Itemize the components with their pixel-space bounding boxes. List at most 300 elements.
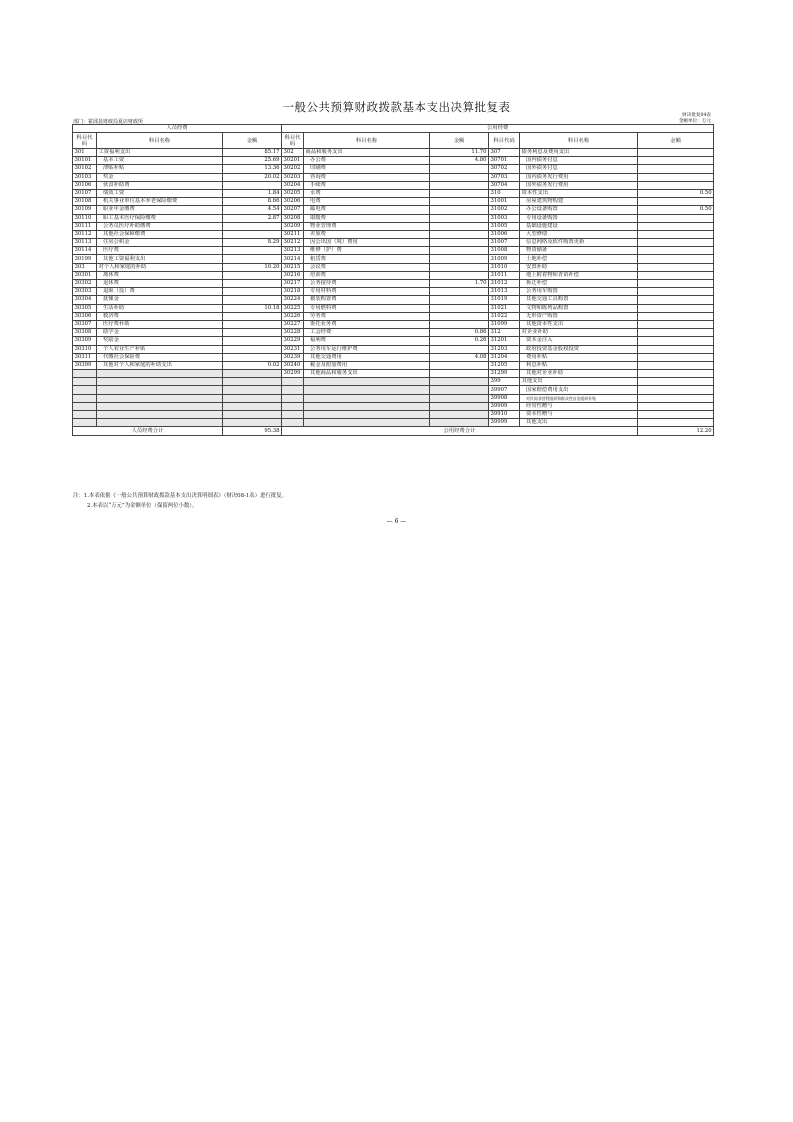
amount-cell: [430, 214, 489, 222]
code-cell: 30103: [73, 173, 97, 181]
code-cell: 30229: [282, 337, 304, 345]
code-cell: 30703: [489, 173, 520, 181]
note-1: 注：1.本表依据《一般公共预算财政拨款基本支出决算明细表》（财决08-1表）进行批复。: [73, 493, 288, 499]
code-cell: [73, 419, 97, 427]
code-cell: 30204: [282, 181, 304, 189]
amount-cell: [223, 320, 282, 328]
amount-cell: [223, 402, 282, 410]
code-cell: 307: [489, 149, 520, 157]
name-cell: 对个人和家庭的补助: [97, 263, 223, 271]
name-cell: 公务用车运行维护费: [304, 345, 430, 353]
table-row: [73, 345, 714, 353]
amount-cell: [223, 411, 282, 419]
amount-cell: [430, 386, 489, 394]
name-cell: 土地补偿: [520, 255, 638, 263]
amount-header: 金额: [430, 133, 489, 149]
amount-cell: [223, 255, 282, 263]
amount-cell: [638, 337, 714, 345]
code-cell: 30111: [73, 222, 97, 230]
code-cell: 30101: [73, 157, 97, 165]
amount-cell: [638, 255, 714, 263]
name-cell: [304, 411, 430, 419]
code-cell: 30701: [489, 157, 520, 165]
amount-cell: 2.87: [223, 214, 282, 222]
table-row: [73, 149, 714, 157]
code-cell: 30214: [282, 255, 304, 263]
group-header-row: [73, 125, 714, 133]
name-cell: 离休费: [97, 271, 223, 279]
amount-cell: [223, 329, 282, 337]
code-cell: [282, 411, 304, 419]
code-cell: 30199: [73, 255, 97, 263]
amount-cell: [638, 361, 714, 369]
amount-cell: [430, 378, 489, 386]
name-cell: 资本性赠与: [520, 411, 638, 419]
amount-cell: [638, 386, 714, 394]
code-cell: 30224: [282, 296, 304, 304]
name-cell: 职工基本医疗保险缴费: [97, 214, 223, 222]
name-cell: 办公设备购置: [520, 206, 638, 214]
name-cell: 其他交通工具购置: [520, 296, 638, 304]
code-cell: 31001: [489, 198, 520, 206]
amount-cell: [223, 419, 282, 427]
amount-cell: [638, 230, 714, 238]
name-cell: 电费: [304, 198, 430, 206]
code-header: 科目代码: [73, 133, 97, 149]
name-cell: 其他商品和服务支出: [304, 370, 430, 378]
amount-cell: [430, 181, 489, 189]
column-header-row: [73, 133, 714, 149]
name-cell: 国家赔偿费用支出: [520, 386, 638, 394]
name-cell: 委托业务费: [304, 320, 430, 328]
name-cell: 水费: [304, 189, 430, 197]
code-cell: 30110: [73, 214, 97, 222]
name-cell: 退休费: [97, 280, 223, 288]
amount-cell: 0.26: [430, 337, 489, 345]
name-cell: 国外债务发行费用: [520, 181, 638, 189]
code-cell: 30205: [282, 189, 304, 197]
code-cell: 31201: [489, 337, 520, 345]
code-cell: 30218: [282, 288, 304, 296]
name-cell: 公务用车购置: [520, 288, 638, 296]
amount-cell: [638, 353, 714, 361]
amount-cell: [430, 255, 489, 263]
form-tag: 财决批复04表: [682, 113, 711, 118]
amount-cell: [638, 222, 714, 230]
code-cell: [282, 394, 304, 402]
name-cell: 国外债务付息: [520, 165, 638, 173]
amount-cell: [223, 280, 282, 288]
name-cell: 职业年金缴费: [97, 206, 223, 214]
code-cell: [73, 394, 97, 402]
name-cell: 资本性支出: [520, 189, 638, 197]
name-cell: 个人农业生产补贴: [97, 345, 223, 353]
amount-cell: [430, 271, 489, 279]
code-cell: 30225: [282, 304, 304, 312]
amount-header: 金额: [638, 133, 714, 149]
name-cell: 对民间非营利组织和群众性自治组织补贴: [520, 394, 638, 402]
amount-cell: [223, 296, 282, 304]
amount-cell: [638, 304, 714, 312]
code-cell: 31021: [489, 304, 520, 312]
name-cell: 债务利息及费用支出: [520, 149, 638, 157]
table-row: [73, 288, 714, 296]
name-cell: 其他对个人和家庭的补助支出: [97, 361, 223, 369]
name-cell: 信息网络及软件购置更新: [520, 239, 638, 247]
name-cell: 大型修缮: [520, 230, 638, 238]
code-cell: 30203: [282, 173, 304, 181]
code-cell: [73, 386, 97, 394]
name-cell: 拆迁补偿: [520, 280, 638, 288]
amount-cell: [430, 263, 489, 271]
amount-cell: [223, 386, 282, 394]
code-cell: 31007: [489, 239, 520, 247]
amount-cell: [638, 173, 714, 181]
amount-cell: [223, 271, 282, 279]
name-cell: 咨询费: [304, 173, 430, 181]
code-cell: 30306: [73, 312, 97, 320]
personnel-total-value: 95.38: [223, 427, 282, 436]
name-cell: 取暖费: [304, 214, 430, 222]
code-cell: 301: [73, 149, 97, 157]
public-total-value: 12.20: [638, 427, 714, 436]
amount-cell: [430, 370, 489, 378]
amount-cell: [430, 320, 489, 328]
name-cell: 其他对企业补助: [520, 370, 638, 378]
code-cell: 39907: [489, 386, 520, 394]
code-cell: 30212: [282, 239, 304, 247]
name-cell: [97, 386, 223, 394]
code-cell: 399: [489, 378, 520, 386]
amount-cell: 20.02: [223, 173, 282, 181]
code-cell: 31005: [489, 222, 520, 230]
amount-cell: [638, 165, 714, 173]
name-cell: [97, 370, 223, 378]
code-cell: 31019: [489, 296, 520, 304]
code-cell: [282, 402, 304, 410]
amount-cell: [223, 353, 282, 361]
name-cell: 其他支出: [520, 419, 638, 427]
personnel-group-header: 人员经费: [73, 125, 282, 133]
name-cell: [97, 394, 223, 402]
amount-cell: [223, 288, 282, 296]
code-cell: 30226: [282, 312, 304, 320]
code-cell: 31008: [489, 247, 520, 255]
amount-cell: [430, 304, 489, 312]
name-cell: 会议费: [304, 263, 430, 271]
table-row: [73, 239, 714, 247]
code-cell: 30240: [282, 361, 304, 369]
public-group-header: 公用经费: [282, 125, 714, 133]
name-cell: 劳务费: [304, 312, 430, 320]
name-cell: 利息补贴: [520, 361, 638, 369]
amount-cell: [430, 296, 489, 304]
code-cell: 30112: [73, 230, 97, 238]
code-cell: [73, 411, 97, 419]
notes: [73, 491, 287, 511]
amount-cell: 1.84: [223, 189, 282, 197]
name-cell: 无形资产购置: [520, 312, 638, 320]
code-cell: 30114: [73, 247, 97, 255]
name-cell: [304, 378, 430, 386]
amount-cell: [430, 411, 489, 419]
code-cell: 30106: [73, 181, 97, 189]
name-cell: 物资储备: [520, 247, 638, 255]
name-cell: 经常性赠与: [520, 402, 638, 410]
name-cell: 基础设施建设: [520, 222, 638, 230]
table-row: [73, 247, 714, 255]
name-cell: 其他支出: [520, 378, 638, 386]
table-body: [73, 149, 714, 427]
amount-cell: [638, 157, 714, 165]
amount-cell: [430, 222, 489, 230]
code-cell: 303: [73, 263, 97, 271]
code-cell: 31299: [489, 370, 520, 378]
code-cell: 31010: [489, 263, 520, 271]
name-header: 科目名称: [304, 133, 430, 149]
code-cell: 30217: [282, 280, 304, 288]
name-cell: 物业管理费: [304, 222, 430, 230]
amount-cell: 4.54: [223, 206, 282, 214]
name-cell: 国内债务付息: [520, 157, 638, 165]
name-cell: 手续费: [304, 181, 430, 189]
name-cell: 生活补助: [97, 304, 223, 312]
name-cell: 印刷费: [304, 165, 430, 173]
amount-cell: 0.50: [638, 189, 714, 197]
name-cell: 其他资本性支出: [520, 320, 638, 328]
code-cell: 31009: [489, 255, 520, 263]
name-cell: 工会经费: [304, 329, 430, 337]
table-row: [73, 198, 714, 206]
personnel-total-label: 人员经费合计: [73, 427, 223, 436]
code-cell: [282, 378, 304, 386]
name-cell: 退职（役）费: [97, 288, 223, 296]
name-cell: 文物和陈列品购置: [520, 304, 638, 312]
amount-cell: [430, 394, 489, 402]
amount-cell: [638, 296, 714, 304]
amount-cell: 10.20: [223, 263, 282, 271]
name-cell: 其他社会保障缴费: [97, 230, 223, 238]
name-cell: 机关事业单位基本养老保险缴费: [97, 198, 223, 206]
amount-cell: [638, 181, 714, 189]
public-total-label: 公用经费合计: [282, 427, 638, 436]
name-cell: 房屋建筑物购建: [520, 198, 638, 206]
code-cell: 30102: [73, 165, 97, 173]
code-cell: 30227: [282, 320, 304, 328]
amount-cell: [638, 288, 714, 296]
table-row: [73, 378, 714, 386]
amount-cell: [638, 370, 714, 378]
name-cell: 公务接待费: [304, 280, 430, 288]
amount-cell: 4.08: [430, 353, 489, 361]
code-cell: 30311: [73, 353, 97, 361]
amount-cell: 11.70: [430, 149, 489, 157]
amount-cell: [223, 247, 282, 255]
amount-cell: [430, 361, 489, 369]
code-cell: [282, 419, 304, 427]
code-cell: 30301: [73, 271, 97, 279]
code-cell: 30108: [73, 198, 97, 206]
code-cell: 30704: [489, 181, 520, 189]
page-title: 一般公共预算财政拨款基本支出决算批复表: [282, 100, 511, 114]
name-cell: 津贴补贴: [97, 165, 223, 173]
code-cell: [73, 378, 97, 386]
table-row: [73, 255, 714, 263]
name-cell: [97, 419, 223, 427]
code-cell: 30702: [489, 165, 520, 173]
name-cell: 其他工资福利支出: [97, 255, 223, 263]
name-cell: [97, 402, 223, 410]
code-cell: 30215: [282, 263, 304, 271]
table-row: [73, 296, 714, 304]
code-cell: 31011: [489, 271, 520, 279]
amount-cell: [638, 247, 714, 255]
name-cell: 福利费: [304, 337, 430, 345]
table-row: [73, 206, 714, 214]
amount-cell: [638, 263, 714, 271]
amount-cell: [638, 149, 714, 157]
name-cell: [304, 394, 430, 402]
code-cell: 30216: [282, 271, 304, 279]
amount-cell: 13.36: [223, 165, 282, 173]
code-cell: 31013: [489, 288, 520, 296]
name-cell: 办公费: [304, 157, 430, 165]
amount-cell: [223, 222, 282, 230]
code-cell: 30231: [282, 345, 304, 353]
name-cell: 专用燃料费: [304, 304, 430, 312]
table-row: [73, 304, 714, 312]
table-row: [73, 181, 714, 189]
code-cell: 30208: [282, 214, 304, 222]
code-cell: 30302: [73, 280, 97, 288]
code-cell: 30303: [73, 288, 97, 296]
name-cell: 专用设备购置: [520, 214, 638, 222]
table-row: [73, 157, 714, 165]
code-cell: 30307: [73, 320, 97, 328]
name-cell: 维修（护）费: [304, 247, 430, 255]
table-row: [73, 402, 714, 410]
amount-cell: [638, 402, 714, 410]
amount-cell: 0.02: [223, 361, 282, 369]
code-cell: 30239: [282, 353, 304, 361]
name-cell: [304, 386, 430, 394]
name-cell: 代缴社会保险费: [97, 353, 223, 361]
name-cell: 租赁费: [304, 255, 430, 263]
amount-cell: [638, 280, 714, 288]
name-cell: 邮电费: [304, 206, 430, 214]
name-cell: 国内债务发行费用: [520, 173, 638, 181]
table-row: [73, 320, 714, 328]
amount-cell: [430, 345, 489, 353]
table-row: [73, 394, 714, 402]
code-cell: 30299: [282, 370, 304, 378]
code-cell: 312: [489, 329, 520, 337]
code-cell: [73, 370, 97, 378]
amount-cell: 25.69: [223, 157, 282, 165]
table-row: [73, 361, 714, 369]
name-cell: 安置补助: [520, 263, 638, 271]
amount-cell: 4.80: [430, 157, 489, 165]
name-cell: 医疗费补助: [97, 320, 223, 328]
name-header: 科目名称: [520, 133, 638, 149]
amount-cell: [638, 214, 714, 222]
code-cell: 31006: [489, 230, 520, 238]
name-cell: 抚恤金: [97, 296, 223, 304]
name-cell: [304, 402, 430, 410]
budget-table: [72, 124, 714, 436]
table-row: [73, 165, 714, 173]
table-row: [73, 337, 714, 345]
code-cell: 30399: [73, 361, 97, 369]
amount-cell: 1.70: [430, 280, 489, 288]
code-cell: 30309: [73, 337, 97, 345]
code-cell: 31203: [489, 345, 520, 353]
code-cell: 30305: [73, 304, 97, 312]
amount-cell: 85.17: [223, 149, 282, 157]
amount-cell: [638, 394, 714, 402]
name-cell: [304, 419, 430, 427]
code-cell: 30228: [282, 329, 304, 337]
name-cell: 救济费: [97, 312, 223, 320]
table-row: [73, 411, 714, 419]
name-cell: 助学金: [97, 329, 223, 337]
totals-row: [73, 427, 714, 436]
amount-cell: [223, 181, 282, 189]
code-header: 科目代码: [489, 133, 520, 149]
amount-cell: [638, 320, 714, 328]
code-cell: 30109: [73, 206, 97, 214]
table-row: [73, 386, 714, 394]
amount-cell: 8.66: [223, 198, 282, 206]
note-2: 2.本表以“万元”为金额单位（保留两位小数）。: [87, 503, 198, 509]
table-row: [73, 222, 714, 230]
amount-cell: [430, 247, 489, 255]
amount-cell: [223, 312, 282, 320]
name-cell: 费用补贴: [520, 353, 638, 361]
amount-cell: [430, 402, 489, 410]
amount-cell: [638, 312, 714, 320]
unit-label: 金额单位：万元: [678, 119, 711, 124]
code-cell: 39999: [489, 419, 520, 427]
name-header: 科目名称: [97, 133, 223, 149]
code-cell: 31204: [489, 353, 520, 361]
name-cell: 培训费: [304, 271, 430, 279]
name-cell: [97, 411, 223, 419]
table-row: [73, 419, 714, 427]
name-cell: 公务员医疗补助缴费: [97, 222, 223, 230]
code-cell: 30304: [73, 296, 97, 304]
amount-cell: [430, 230, 489, 238]
amount-cell: 0.50: [638, 206, 714, 214]
code-cell: [73, 402, 97, 410]
code-cell: 30113: [73, 239, 97, 247]
code-cell: 39908: [489, 394, 520, 402]
code-cell: [282, 386, 304, 394]
code-cell: 30201: [282, 157, 304, 165]
amount-cell: [430, 419, 489, 427]
table-row: [73, 271, 714, 279]
code-cell: 31099: [489, 320, 520, 328]
table-row: [73, 312, 714, 320]
amount-cell: [638, 329, 714, 337]
code-cell: 31022: [489, 312, 520, 320]
amount-cell: [638, 378, 714, 386]
code-cell: 30207: [282, 206, 304, 214]
name-cell: 基本工资: [97, 157, 223, 165]
code-cell: 30209: [282, 222, 304, 230]
amount-cell: [430, 173, 489, 181]
code-cell: 30308: [73, 329, 97, 337]
